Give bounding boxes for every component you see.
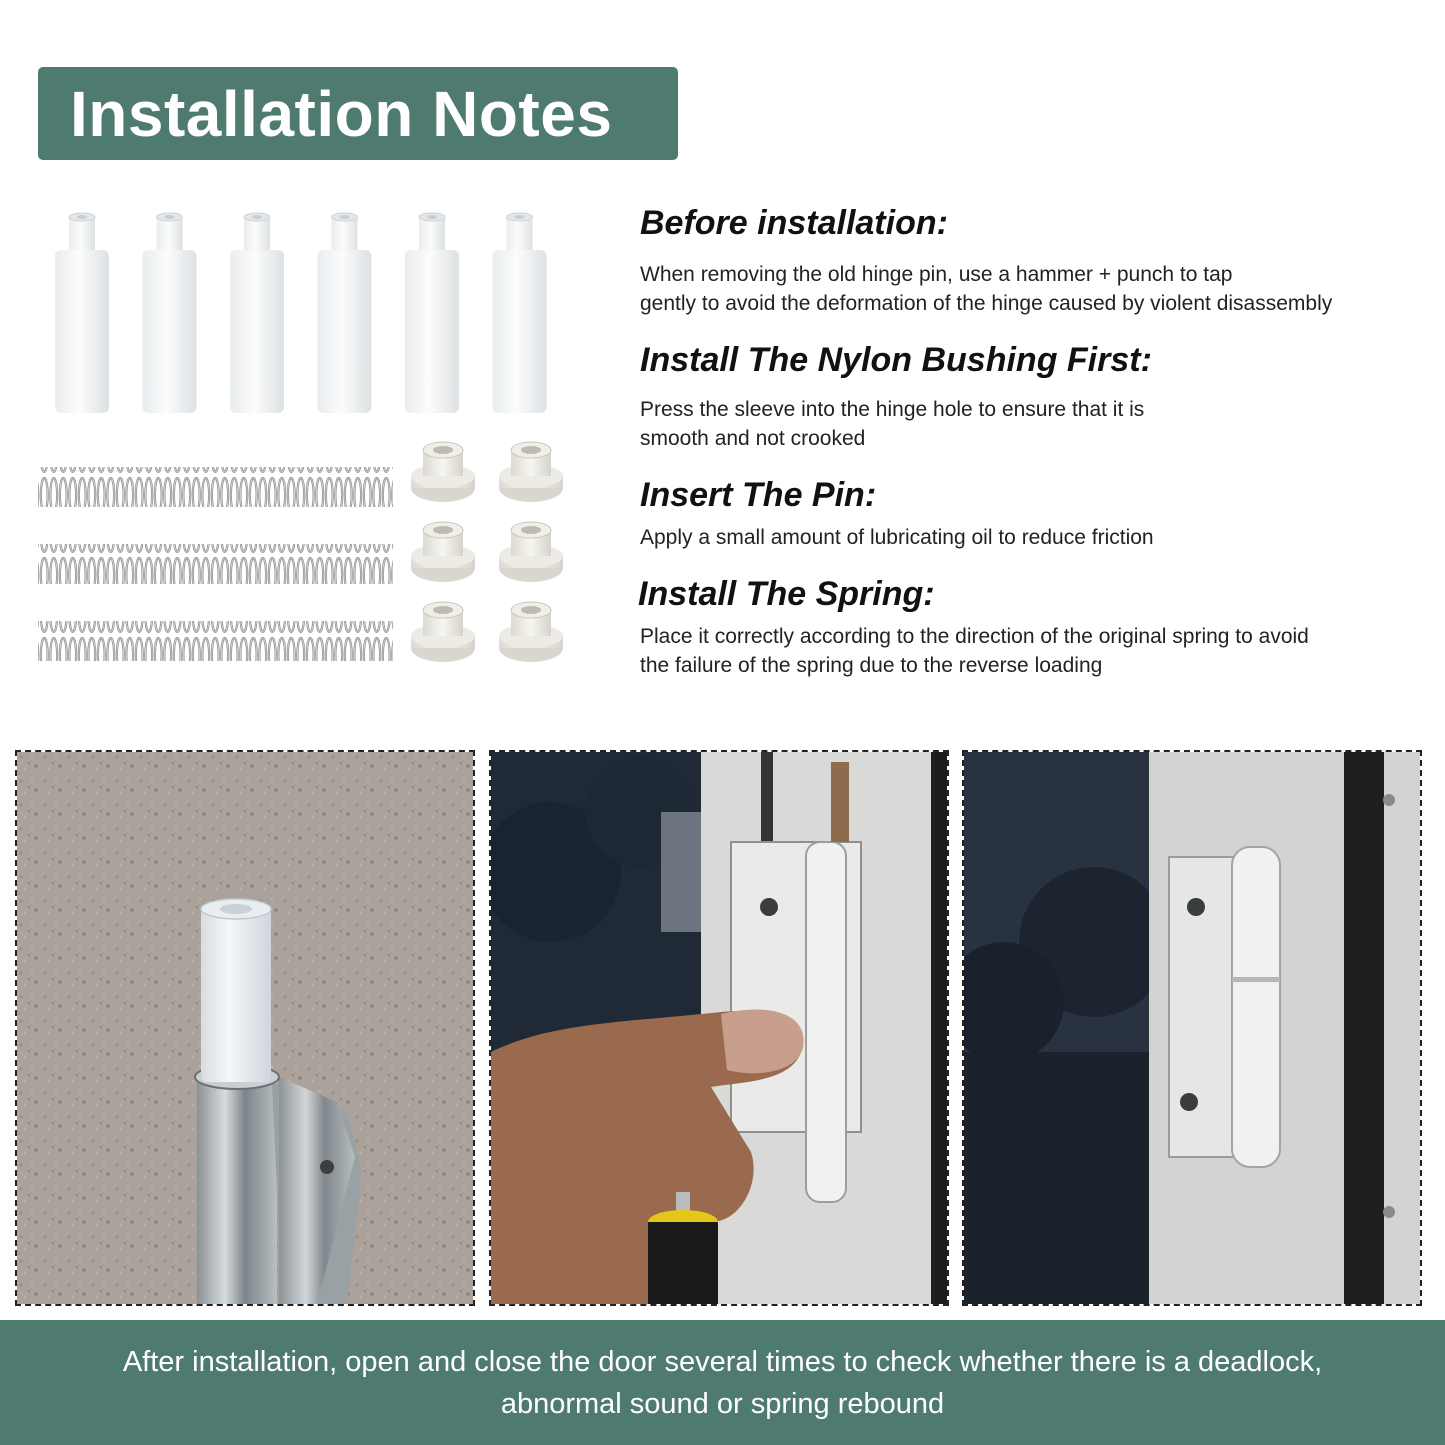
note-body-line: the failure of the spring due to the reverse loading — [640, 654, 1103, 677]
flange-bushing — [499, 522, 563, 582]
nylon-pins — [55, 213, 547, 413]
note-heading-before: Before installation: — [640, 204, 948, 242]
spring — [38, 544, 393, 584]
nylon-pin — [493, 213, 547, 413]
note-body-line: When removing the old hinge pin, use a hammer + punch to tap — [640, 263, 1233, 286]
note-body-line: Press the sleeve into the hinge hole to ensure that it is — [640, 398, 1145, 421]
note-heading-bushing: Install The Nylon Bushing First: — [640, 341, 1152, 379]
note-body-bushing — [640, 395, 1430, 453]
spring — [38, 621, 393, 661]
photo-installed-hinge — [962, 750, 1422, 1306]
title-banner — [38, 67, 678, 160]
note-body-before — [640, 260, 1430, 318]
note-body-pin — [640, 523, 1430, 552]
flange-bushing — [411, 522, 475, 582]
note-body-line: gently to avoid the deformation of the hinge caused by violent disassembly — [640, 292, 1333, 315]
note-body-line: smooth and not crooked — [640, 427, 866, 450]
footer-banner — [0, 1320, 1445, 1445]
parts-svg — [30, 195, 590, 685]
footer-text — [53, 1341, 1393, 1425]
note-heading-spring: Install The Spring: — [638, 575, 935, 613]
nylon-pin — [143, 213, 197, 413]
springs — [38, 467, 393, 661]
photo-bushing-in-hinge — [15, 750, 475, 1306]
nylon-pin — [55, 213, 109, 413]
nylon-pin — [405, 213, 459, 413]
parts-illustration — [30, 195, 590, 685]
note-body-line: Place it correctly according to the direction of the original spring to avoid — [640, 625, 1309, 648]
footer-line-2: abnormal sound or spring rebound — [500, 1387, 945, 1420]
note-body-line: Apply a small amount of lubricating oil to reduce friction — [640, 526, 1154, 549]
footer-line-1: After installation, open and close the door several times to check whether there is a deadlock, — [122, 1345, 1323, 1378]
page-title: Installation Notes — [70, 77, 613, 150]
note-heading-pin: Insert The Pin: — [640, 476, 877, 514]
note-body-spring — [640, 622, 1430, 680]
spring — [38, 467, 393, 507]
nylon-pin — [230, 213, 284, 413]
flange-bushings — [411, 442, 563, 662]
flange-bushing — [499, 602, 563, 662]
flange-bushing — [411, 602, 475, 662]
photo-remove-pin — [489, 750, 949, 1306]
nylon-pin — [318, 213, 372, 413]
flange-bushing — [411, 442, 475, 502]
flange-bushing — [499, 442, 563, 502]
